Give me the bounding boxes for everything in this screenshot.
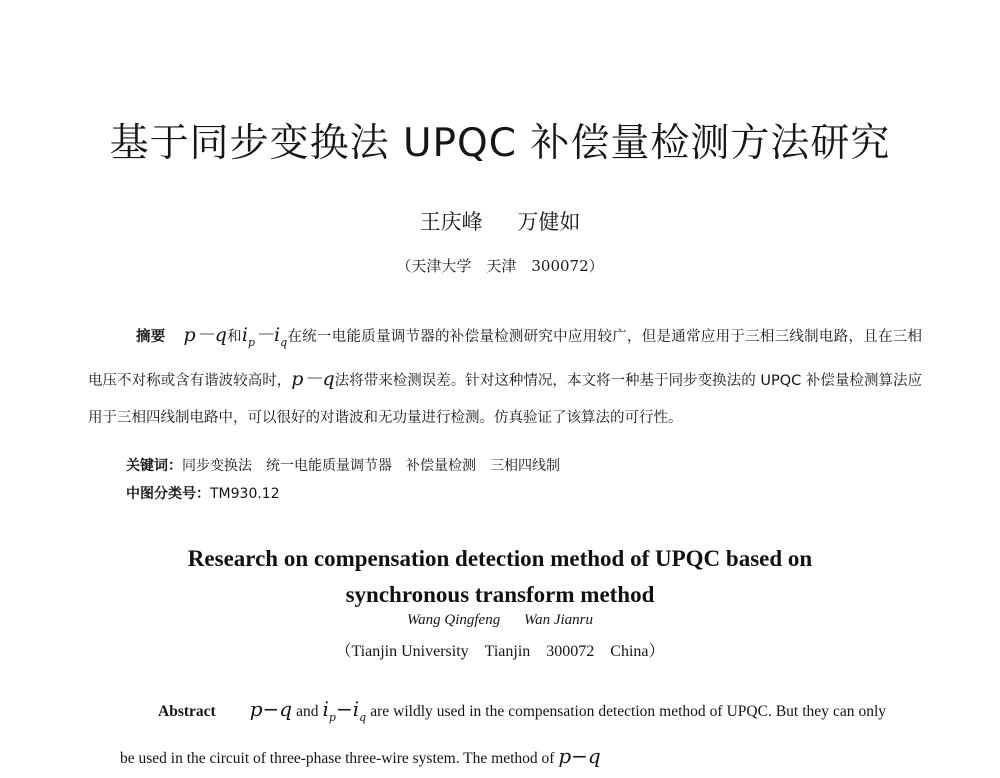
english-formula-i: i (322, 697, 329, 721)
formula-pq: p－q (183, 324, 227, 346)
english-authors (0, 612, 1000, 629)
english-abstract (120, 690, 886, 778)
english-formula-ip-iq (322, 697, 367, 724)
keywords-label: 关键词： (126, 458, 182, 474)
formula-minus-i: －i (255, 324, 281, 346)
english-author-1: Wang Qingfeng (407, 612, 501, 628)
classification-label: 中图分类号： (126, 486, 210, 502)
formula-i: i (241, 324, 248, 346)
english-formula-minus-i: −i (335, 697, 360, 721)
english-affiliation: （Tianjin University Tianjin 300072 China） (335, 643, 665, 660)
english-formula-sub-p: p (328, 711, 336, 724)
english-author-2: Wan Jianru (523, 612, 593, 628)
keywords-text: 同步变换法 统一电能质量调节器 补偿量检测 三相四线制 (182, 458, 560, 474)
english-title (0, 541, 1000, 613)
abstract-text-2: 法将带来检测误差。针对这种情况，本文将一种基于同步变换法的 UPQC 补偿量检测算法应用于三相四线制电路中，可以很好的对谐波和无功量进行检测。仿真验证了该算法的可行性。 (88, 372, 923, 426)
english-abstract-label: Abstract (158, 703, 216, 720)
author-1: 王庆峰 (419, 210, 483, 234)
abstract-text-1: 在统一电能质量调节器的补偿量检测研究中应用较广，但是通常应用于三相三线制电路，且在三相电压不对称或含有谐波较高时， (88, 329, 923, 389)
classification-line (126, 483, 926, 503)
english-formula-pq: p−q (249, 697, 293, 721)
english-title-line-2: synchronous transform method (345, 582, 655, 607)
english-abstract-and: and (296, 703, 319, 720)
english-formula-pq-2: p−q (558, 744, 601, 768)
english-formula-sub-q: q (359, 711, 367, 724)
abstract-and: 和 (226, 329, 242, 345)
abstract-label: 摘要 (136, 329, 166, 345)
formula-pq-2: p－q (291, 367, 335, 390)
formula-ip-iq (241, 324, 288, 349)
english-abstract-text-1: are wildly used in the compensation detection method of UPQC. But they can only be used in the circuit of three-phase three-wire system. The method of (120, 703, 887, 767)
chinese-title: 基于同步变换法 UPQC 补偿量检测方法研究 (109, 121, 891, 166)
chinese-abstract (88, 317, 922, 437)
formula-sub-q: q (280, 335, 288, 349)
english-title-line-1: Research on compensation detection method of UPQC based on (187, 546, 813, 571)
formula-sub-p: p (247, 335, 256, 349)
author-2: 万健如 (517, 210, 581, 234)
keywords-line (126, 455, 926, 475)
chinese-affiliation: （天津大学 天津 300072） (396, 257, 604, 275)
chinese-authors (0, 206, 1000, 236)
classification-code: TM930.12 (210, 486, 280, 502)
